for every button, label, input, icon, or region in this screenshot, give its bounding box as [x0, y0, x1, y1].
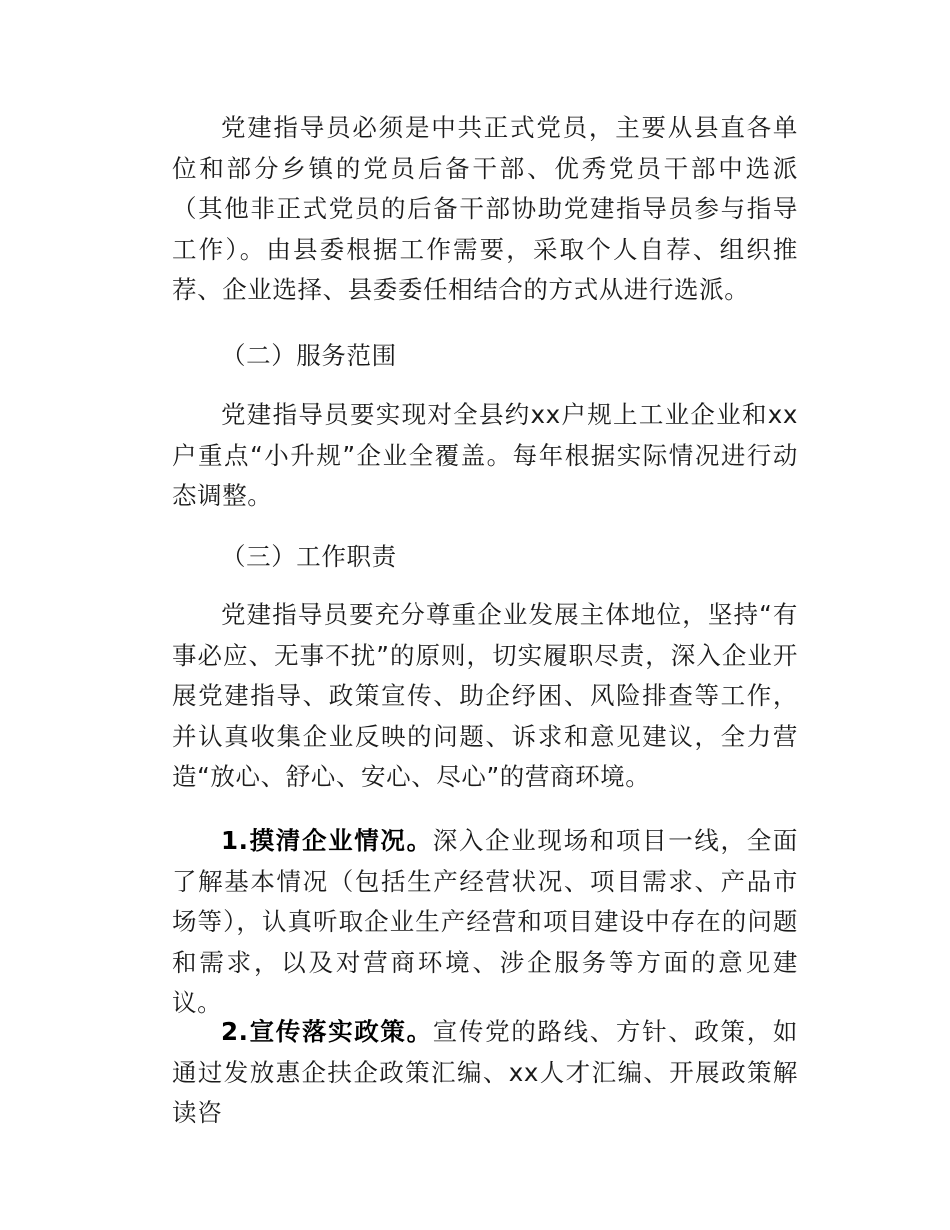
- paragraph-duties: 党建指导员要充分尊重企业发展主体地位，坚持“有事必应、无事不扰”的原则，切实履职尽责，深入企业开展党建指导、政策宣传、助企纾困、风险排查等工作，并认真收集企业反映的问题、诉求和意见建议，全力营造“放心、舒心、安心、尽心”的营商环境。: [172, 600, 798, 791]
- section-heading-service-scope: （二）服务范围: [221, 341, 397, 370]
- list-item-1-body: 深入企业现场和项目一线，全面了解基本情况（包括生产经营状况、项目需求、产品市场等），认真听取企业生产经营和项目建设中存在的问题和需求，以及对营商环境、涉企服务等方面的意见建议。: [172, 826, 798, 1017]
- list-item-2-body: 宣传党的路线、方针、政策，如通过发放惠企扶企政策汇编、xx人才汇编、开展政策解读咨: [172, 1017, 798, 1127]
- paragraph-selection-requirements: 党建指导员必须是中共正式党员，主要从县直各单位和部分乡镇的党员后备干部、优秀党员干部中选派（其他非正式党员的后备干部协助党建指导员参与指导工作）。由县委根据工作需要，采取个人自荐、组织推荐、企业选择、县委委任相结合的方式从进行选派。: [172, 113, 798, 304]
- list-item-2-title: 2.宣传落实政策。: [221, 1017, 433, 1046]
- list-item-1: [172, 821, 798, 1024]
- section-heading-duties: （三）工作职责: [221, 542, 397, 571]
- list-item-1-title: 1.摸清企业情况。: [221, 826, 433, 855]
- paragraph-service-scope: 党建指导员要实现对全县约xx户规上工业企业和xx户重点“小升规”企业全覆盖。每年根据实际情况进行动态调整。: [172, 400, 798, 510]
- list-item-2: [172, 1012, 798, 1134]
